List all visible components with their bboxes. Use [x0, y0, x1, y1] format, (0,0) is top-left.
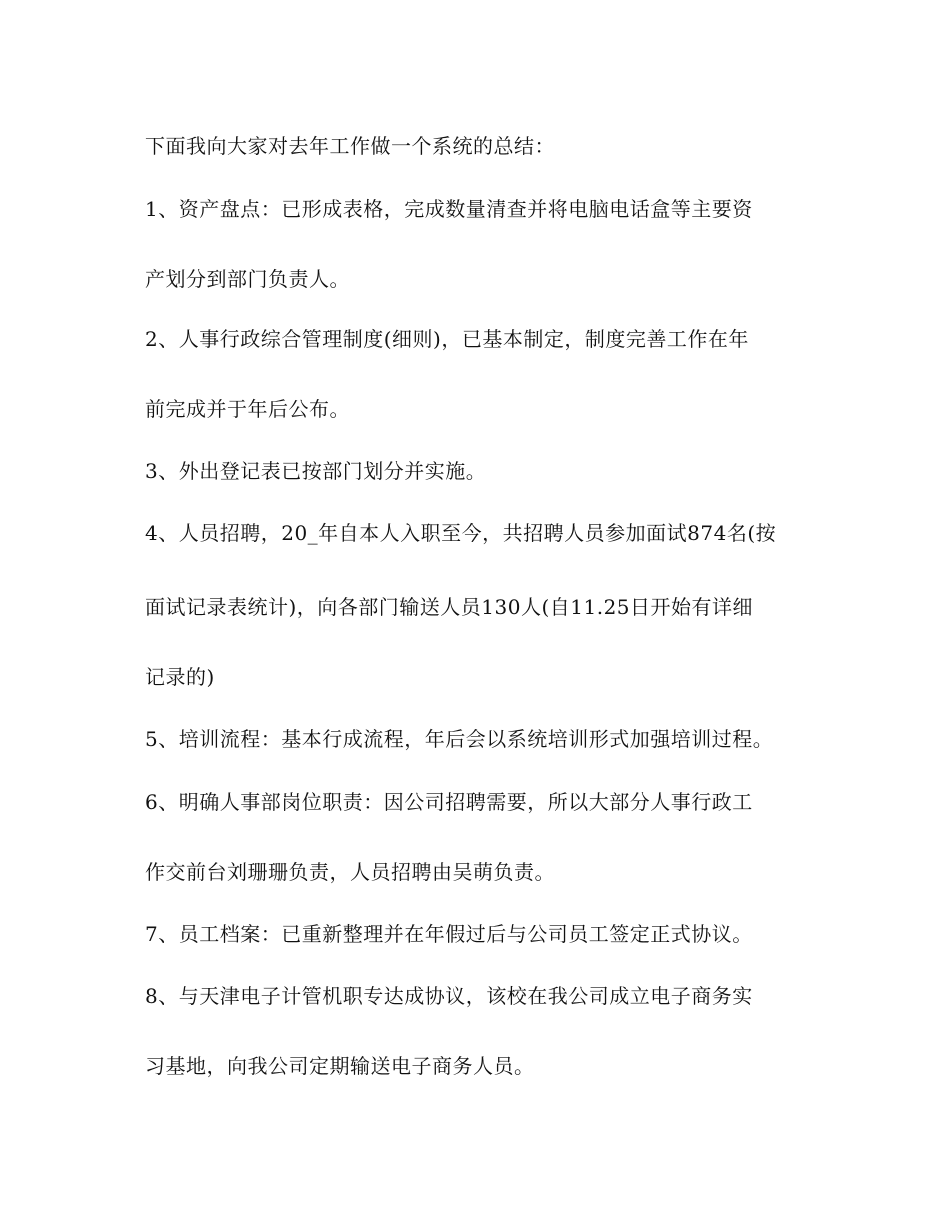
item-1-continuation: 产划分到部门负责人。 [145, 267, 350, 291]
item-1-asset-inventory: 1、资产盘点：已形成表格，完成数量清查并将电脑电话盒等主要资 [145, 197, 753, 221]
item-6-job-duties: 6、明确人事部岗位职责：因公司招聘需要，所以大部分人事行政工 [145, 790, 753, 814]
item-4-recruitment: 4、人员招聘，20_年自本人入职至今，共招聘人员参加面试874名(按 [145, 521, 777, 545]
item-7-employee-files: 7、员工档案：已重新整理并在年假过后与公司员工签定正式协议。 [145, 922, 753, 946]
item-5-training: 5、培训流程：基本行成流程，年后会以系统培训形式加强培训过程。 [145, 727, 774, 751]
item-6-continuation: 作交前台刘珊珊负责，人员招聘由吴萌负责。 [145, 860, 555, 884]
item-8-continuation: 习基地，向我公司定期输送电子商务人员。 [145, 1054, 535, 1078]
item-2-admin-rules: 2、人事行政综合管理制度(细则)，已基本制定，制度完善工作在年 [145, 327, 749, 351]
summary-intro-line: 下面我向大家对去年工作做一个系统的总结： [145, 134, 555, 158]
item-4-continuation: 面试记录表统计)，向各部门输送人员130人(自11.25日开始有详细 [145, 595, 754, 619]
item-8-school-agreement: 8、与天津电子计管机职专达成协议，该校在我公司成立电子商务实 [145, 984, 753, 1008]
item-3-outing-register: 3、外出登记表已按部门划分并实施。 [145, 459, 487, 483]
item-4-continuation-2: 记录的) [145, 665, 215, 689]
item-2-continuation: 前完成并于年后公布。 [145, 397, 350, 421]
